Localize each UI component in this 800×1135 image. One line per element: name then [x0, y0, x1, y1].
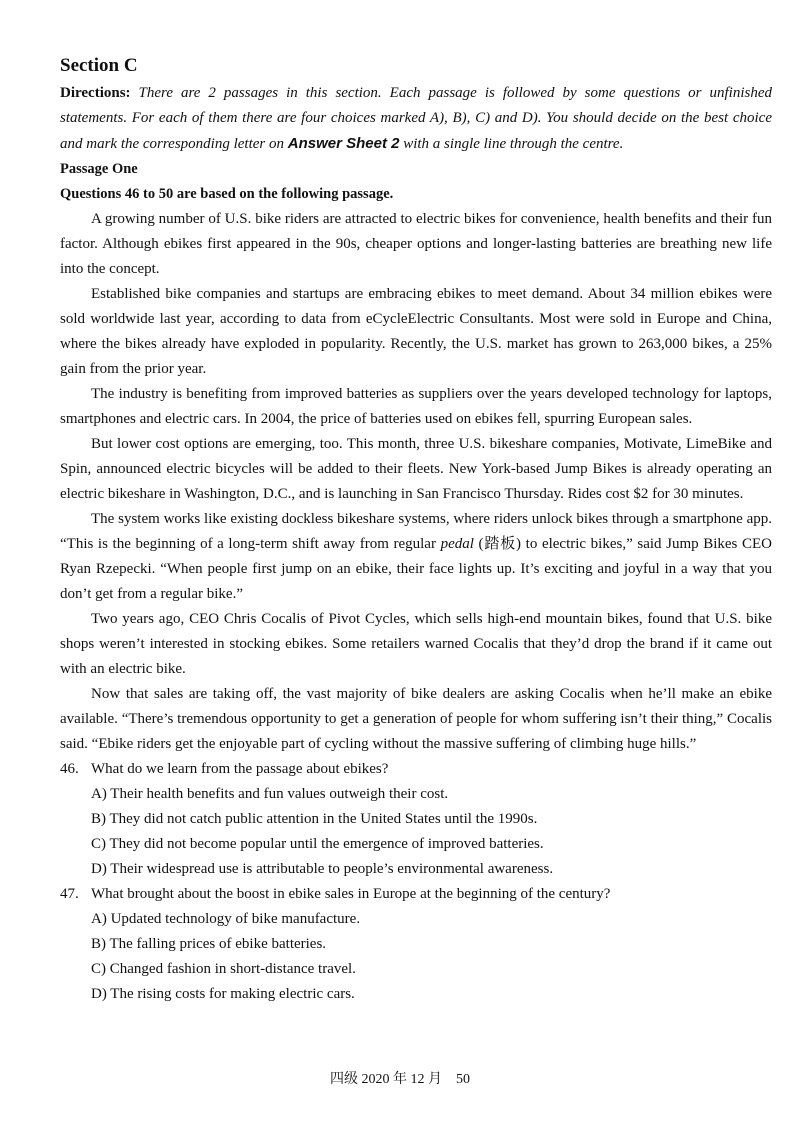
page-number: 50 [456, 1072, 470, 1087]
paragraph-1: A growing number of U.S. bike riders are attracted to electric bikes for convenience, health benefits and their fun factor. Although ebikes first appeared in the 90s, cheaper options and longer-lasting batteries are breathing new life into the concept. [60, 211, 772, 277]
question-stem [60, 882, 772, 907]
paragraph-2: Established bike companies and startups are embracing ebikes to meet demand. About 34 million ebikes were sold worldwide last year, according to data from eCycleElectric Consultants. Most were sold in Europe and China, where the bikes already have exploded in popularity. Recently, the U.S. market has grown to 263,000 bikes, a 25% gain from the prior year. [60, 286, 772, 377]
option-c[interactable]: C) Changed fashion in short-distance travel. [91, 961, 356, 977]
question-47 [60, 882, 772, 1007]
directions-text: There are 2 passages in this section. Each passage is followed by some questions or unfinished statements. For each of them there are four choices marked A), B), C) and D). You should decide on the best choice and mark the corresponding letter on [60, 85, 772, 152]
question-text: What do we learn from the passage about ebikes? [91, 761, 389, 777]
question-46 [60, 757, 772, 882]
question-number: 47. [60, 886, 79, 902]
footer-exam-label: 四级 2020 年 12 月 [330, 1072, 442, 1087]
passage-label: Passage One [60, 161, 138, 177]
option-a[interactable]: A) Updated technology of bike manufacture. [91, 911, 361, 927]
directions-end: with a single line through the centre. [399, 136, 624, 152]
option-b[interactable]: B) They did not catch public attention in the United States until the 1990s. [91, 811, 538, 827]
page-footer [0, 1071, 800, 1089]
paragraph-5 [60, 507, 772, 607]
paragraph-6: Two years ago, CEO Chris Cocalis of Pivot Cycles, which sells high-end mountain bikes, found that U.S. bike shops weren’t interested in stocking ebikes. Some retailers warned Cocalis that they’d drop the brand if it came out with an electric bike. [60, 611, 772, 677]
paragraph-7: Now that sales are taking off, the vast majority of bike dealers are asking Cocalis when he’ll make an ebike available. “There’s tremendous opportunity to get a generation of people for whom suffering isn’t their thing,” Cocalis said. “Ebike riders get the enjoyable part of cycling without the massive suffering of climbing huge hills.” [60, 686, 772, 752]
passage-intro: Questions 46 to 50 are based on the following passage. [60, 186, 394, 202]
paragraph-4: But lower cost options are emerging, too. This month, three U.S. bikeshare companies, Motivate, LimeBike and Spin, announced electric bicycles will be added to their fleets. New York-based Jump Bikes is already operating an electric bikeshare in Washington, D.C., and is launching in San Francisco Thursday. Rides cost $2 for 30 minutes. [60, 436, 772, 502]
paragraph-5-end: to electric bikes,” said Jump Bikes CEO Ryan Rzepecki. “When people first jump on an ebike, their face lights up. It’s exciting and joyful in a way that you don’t get from a regular bike.” [60, 536, 773, 602]
option-d[interactable]: D) Their widespread use is attributable to people’s environmental awareness. [91, 861, 554, 877]
exam-page [60, 54, 772, 1007]
question-stem [60, 757, 772, 782]
section-title: Section C [60, 55, 138, 76]
option-c[interactable]: C) They did not become popular until the emergence of improved batteries. [91, 836, 544, 852]
pedal-term: pedal [440, 536, 474, 552]
pedal-gloss: (踏板) [473, 536, 526, 552]
option-d[interactable]: D) The rising costs for making electric cars. [91, 986, 355, 1002]
option-a[interactable]: A) Their health benefits and fun values outweigh their cost. [91, 786, 449, 802]
directions [60, 81, 772, 157]
question-number: 46. [60, 761, 79, 777]
answer-sheet-label: Answer Sheet 2 [287, 135, 400, 152]
directions-label: Directions: [60, 85, 131, 101]
option-b[interactable]: B) The falling prices of ebike batteries. [91, 936, 327, 952]
paragraph-3: The industry is benefiting from improved batteries as suppliers over the years developed technology for laptops, smartphones and electric cars. In 2004, the price of batteries used on ebikes fell, spurring European sales. [60, 386, 772, 427]
question-text: What brought about the boost in ebike sales in Europe at the beginning of the century? [91, 886, 611, 902]
paragraph-5-start: The system works like existing dockless bikeshare systems, where riders unlock bikes through a smartphone app. “This is the beginning of a long-term shift away from regular [60, 511, 772, 552]
